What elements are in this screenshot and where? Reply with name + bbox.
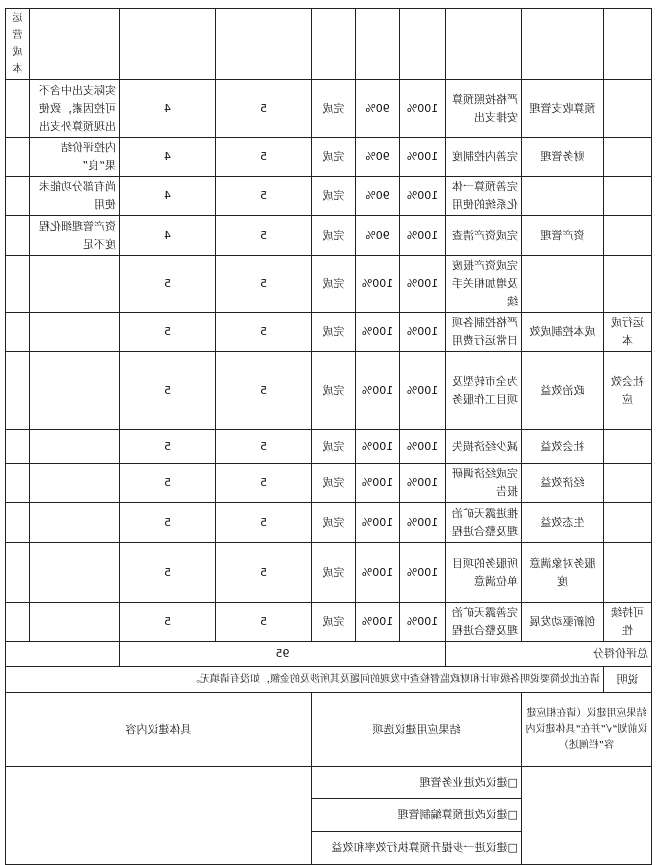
table-row [6, 177, 652, 216]
table-cell: 运营成本 [6, 9, 30, 80]
table-cell: 完成 [312, 138, 356, 177]
table-cell: 100% [356, 352, 400, 430]
table-cell: 90% [356, 138, 400, 177]
table-cell: 所服务的项目单位满意 [446, 543, 522, 603]
table-cell [604, 430, 652, 464]
table-cell [6, 216, 30, 256]
table-cell: 内控评价结果“良” [30, 138, 120, 177]
table-cell [604, 177, 652, 216]
table-cell: 完成 [312, 256, 356, 313]
table-cell: 完成 [312, 352, 356, 430]
total-score-value: 95 [120, 642, 446, 667]
table-cell: 100% [356, 543, 400, 603]
table-cell: 政治效益 [522, 352, 604, 430]
table-cell: 完成 [312, 80, 356, 138]
table-row [6, 256, 652, 313]
table-cell: 经济效益 [522, 464, 604, 503]
table-cell [604, 503, 652, 543]
table-cell [6, 80, 30, 138]
table-row [6, 503, 652, 543]
table-cell: 推进露天矿治理及整合进程 [446, 503, 522, 543]
table-row [6, 9, 652, 80]
table-row [6, 543, 652, 603]
result-header-row [6, 693, 652, 767]
table-cell: 尚有部分功能未使用 [30, 177, 120, 216]
table-cell: 严格按照预算安排支出 [446, 80, 522, 138]
table-cell [604, 543, 652, 603]
table-cell: 完成 [312, 216, 356, 256]
table-cell [604, 256, 652, 313]
table-cell: 成本控制成效 [522, 313, 604, 352]
table-cell: 5 [216, 352, 312, 430]
table-cell: 完成 [312, 603, 356, 642]
table-cell [604, 138, 652, 177]
table-cell: 100% [400, 216, 446, 256]
result-option-business[interactable]: □建议改进业务管理 [312, 767, 522, 799]
table-cell [120, 9, 216, 80]
table-cell [30, 9, 120, 80]
table-cell: 5 [216, 464, 312, 503]
table-cell: 100% [400, 313, 446, 352]
table-cell: 5 [120, 256, 216, 313]
note-row [6, 667, 652, 693]
table-cell [30, 352, 120, 430]
table-cell [216, 9, 312, 80]
table-cell: 社会效应 [604, 352, 652, 430]
table-cell [6, 603, 30, 642]
table-cell: 100% [400, 503, 446, 543]
table-cell [30, 543, 120, 603]
table-cell: 4 [120, 177, 216, 216]
table-cell [6, 543, 30, 603]
table-cell: 5 [120, 313, 216, 352]
table-cell: 100% [356, 503, 400, 543]
result-content-cell [6, 767, 312, 865]
table-cell: 90% [356, 216, 400, 256]
table-cell: 5 [216, 177, 312, 216]
note-text: 请在此处简要说明各级审计和财政监督检查中发现的问题及其所涉及的金额，如没有请填无。 [6, 667, 604, 693]
table-cell: 100% [400, 352, 446, 430]
table-cell [312, 9, 356, 80]
table-cell: 完善预算一体化系统的使用 [446, 177, 522, 216]
table-cell: 5 [120, 603, 216, 642]
table-cell: 100% [400, 138, 446, 177]
note-label: 说明 [604, 667, 652, 693]
table-cell: 4 [120, 138, 216, 177]
table-cell [522, 9, 604, 80]
table-cell: 100% [400, 256, 446, 313]
result-option-budget[interactable]: □建议改进预算编制管理 [312, 799, 522, 832]
table-cell: 100% [400, 464, 446, 503]
table-cell: 100% [356, 464, 400, 503]
table-cell: 完善内控制度 [446, 138, 522, 177]
table-cell: 5 [216, 543, 312, 603]
table-cell: 5 [216, 216, 312, 256]
table-cell: 100% [400, 177, 446, 216]
table-cell: 100% [400, 80, 446, 138]
table-cell [6, 352, 30, 430]
table-cell [6, 464, 30, 503]
table-cell: 5 [216, 313, 312, 352]
table-row [6, 464, 652, 503]
table-cell: 完成 [312, 177, 356, 216]
table-cell: 5 [216, 138, 312, 177]
table-cell: 4 [120, 80, 216, 138]
table-row [6, 603, 652, 642]
table-cell [30, 430, 120, 464]
table-cell: 5 [216, 256, 312, 313]
table-cell: 完成资产报废及增加相关手续 [446, 256, 522, 313]
table-cell: 服务对象满意度 [522, 543, 604, 603]
result-option-efficiency[interactable]: □建议进一步提升预算执行效率和效益 [312, 832, 522, 865]
table-cell: 完成 [312, 313, 356, 352]
table-cell: 减少经济损失 [446, 430, 522, 464]
table-cell [522, 256, 604, 313]
performance-evaluation-table [5, 8, 652, 865]
table-cell: 社会效益 [522, 430, 604, 464]
table-cell: 生态效益 [522, 503, 604, 543]
table-cell [604, 216, 652, 256]
table-row [6, 313, 652, 352]
result-content-header: 具体建议内容 [6, 693, 312, 767]
table-cell: 90% [356, 80, 400, 138]
table-row [6, 80, 652, 138]
table-cell: 可持续性 [604, 603, 652, 642]
table-cell: 4 [120, 216, 216, 256]
table-cell: 5 [120, 503, 216, 543]
table-cell: 完善露天矿治理及整合进程 [446, 603, 522, 642]
table-cell [604, 464, 652, 503]
table-cell: 创新驱动发展 [522, 603, 604, 642]
table-cell [30, 503, 120, 543]
table-cell [6, 138, 30, 177]
table-cell: 完成 [312, 464, 356, 503]
table-cell [30, 256, 120, 313]
table-cell: 完成 [312, 430, 356, 464]
table-cell: 完成资产清查 [446, 216, 522, 256]
table-cell [604, 9, 652, 80]
table-cell [6, 503, 30, 543]
table-cell: 为全市转型及项目工作服务 [446, 352, 522, 430]
table-cell: 完成经济调研报告 [446, 464, 522, 503]
table-cell [30, 313, 120, 352]
table-row [6, 352, 652, 430]
table-row [6, 216, 652, 256]
table-cell: 90% [356, 177, 400, 216]
table-cell: 实际支出中含不可控因素，致使出现预算外支出 [30, 80, 120, 138]
table-cell: 资产管理 [522, 216, 604, 256]
table-cell [30, 603, 120, 642]
table-cell: 100% [356, 603, 400, 642]
table-cell: 100% [356, 256, 400, 313]
table-cell [6, 256, 30, 313]
table-cell [522, 177, 604, 216]
total-score-label: 总评价得分 [446, 642, 652, 667]
table-cell [446, 9, 522, 80]
table-cell: 5 [216, 603, 312, 642]
table-cell [6, 177, 30, 216]
table-cell: 5 [216, 503, 312, 543]
table-cell: 5 [120, 543, 216, 603]
result-label: 结果应用建议（请在相应建议前划“√”并在“具体建议内容”栏阐述） [522, 693, 652, 767]
table-cell: 5 [120, 464, 216, 503]
table-cell: 完成 [312, 503, 356, 543]
table-row [6, 430, 652, 464]
table-cell: 财务管理 [522, 138, 604, 177]
result-options-header: 结果应用建议选项 [312, 693, 522, 767]
table-cell: 运行成本 [604, 313, 652, 352]
table-cell: 5 [120, 430, 216, 464]
table-cell [30, 464, 120, 503]
total-score-row [6, 642, 652, 667]
table-cell [400, 9, 446, 80]
table-cell: 100% [400, 430, 446, 464]
table-cell: 100% [356, 313, 400, 352]
table-cell [6, 430, 30, 464]
table-cell: 5 [216, 80, 312, 138]
table-cell: 完成 [312, 543, 356, 603]
table-cell: 100% [356, 430, 400, 464]
table-cell: 5 [120, 352, 216, 430]
table-cell: 5 [216, 430, 312, 464]
table-cell [356, 9, 400, 80]
table-cell [6, 313, 30, 352]
table-cell [604, 80, 652, 138]
table-cell: 严格控制各项日常运行费用 [446, 313, 522, 352]
table-cell: 100% [400, 543, 446, 603]
table-cell: 100% [400, 603, 446, 642]
table-row [6, 138, 652, 177]
table-cell: 预算收支管理 [522, 80, 604, 138]
table-cell: 资产管理细化程度不足 [30, 216, 120, 256]
